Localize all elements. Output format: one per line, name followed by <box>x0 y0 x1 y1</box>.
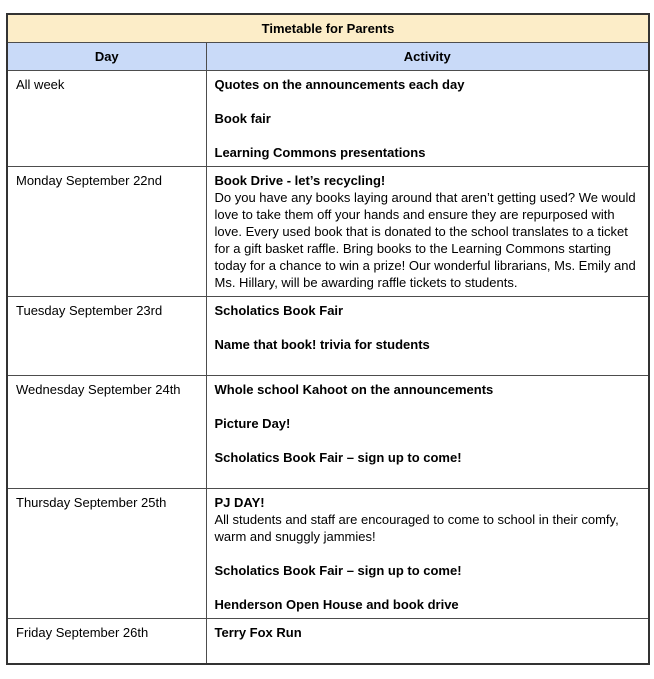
activity-paragraph <box>215 353 641 370</box>
column-header-row <box>7 43 649 71</box>
table-row <box>7 489 649 619</box>
activity-cell <box>206 489 649 619</box>
activity-paragraph <box>215 319 641 336</box>
activity-paragraph <box>215 127 641 144</box>
activity-paragraph <box>215 641 641 658</box>
day-cell: Wednesday September 24th <box>7 376 206 489</box>
activity-cell <box>206 71 649 167</box>
activity-paragraph: Scholatics Book Fair – sign up to come! <box>214 563 462 578</box>
table-row <box>7 619 649 665</box>
activity-paragraph: All students and staff are encouraged to come to school in their comfy, warm and snuggly jammies! <box>214 512 623 544</box>
day-cell: Thursday September 25th <box>7 489 206 619</box>
activity-paragraph: Name that book! trivia for students <box>214 337 430 352</box>
day-cell: Friday September 26th <box>7 619 206 665</box>
column-header-day: Day <box>7 43 206 71</box>
activity-paragraph <box>215 545 641 562</box>
activity-paragraph: Terry Fox Run <box>214 625 302 640</box>
table-row <box>7 71 649 167</box>
table-row <box>7 167 649 297</box>
activity-paragraph: Whole school Kahoot on the announcements <box>214 382 494 397</box>
title-row <box>7 14 649 43</box>
activity-paragraph: Book Drive - let’s recycling! <box>214 173 386 188</box>
table-row <box>7 376 649 489</box>
table-title: Timetable for Parents <box>7 14 649 43</box>
activity-paragraph <box>215 398 641 415</box>
day-cell: All week <box>7 71 206 167</box>
activity-paragraph: Learning Commons presentations <box>214 145 426 160</box>
activity-paragraph <box>215 93 641 110</box>
activity-paragraph <box>215 432 641 449</box>
activity-cell <box>206 297 649 376</box>
activity-paragraph: Quotes on the announcements each day <box>214 77 465 92</box>
column-header-activity: Activity <box>206 43 649 71</box>
activity-paragraph: Scholatics Book Fair – sign up to come! <box>214 450 462 465</box>
activity-paragraph: Henderson Open House and book drive <box>214 597 459 612</box>
activity-paragraph: Book fair <box>214 111 271 126</box>
timetable-table <box>6 13 650 665</box>
day-cell: Tuesday September 23rd <box>7 297 206 376</box>
activity-paragraph: Picture Day! <box>214 416 291 431</box>
activity-paragraph <box>215 466 641 483</box>
activity-paragraph: Do you have any books laying around that aren’t getting used? We would love to take them off your hands and ensure they are repurposed with love. Every used book that is donated to the school translates to a ticket for a gift basket raffle. Bring books to the Learning Commons starting today for a chance to win a prize! Our wonderful librarians, Ms. Emily and Ms. Hillary, will be awarding raffle tickets to students. <box>214 190 640 290</box>
activity-cell <box>206 376 649 489</box>
activity-paragraph <box>215 579 641 596</box>
activity-cell <box>206 619 649 665</box>
activity-paragraph: Scholatics Book Fair <box>214 303 344 318</box>
table-row <box>7 297 649 376</box>
activity-cell <box>206 167 649 297</box>
activity-paragraph: PJ DAY! <box>214 495 265 510</box>
day-cell: Monday September 22nd <box>7 167 206 297</box>
